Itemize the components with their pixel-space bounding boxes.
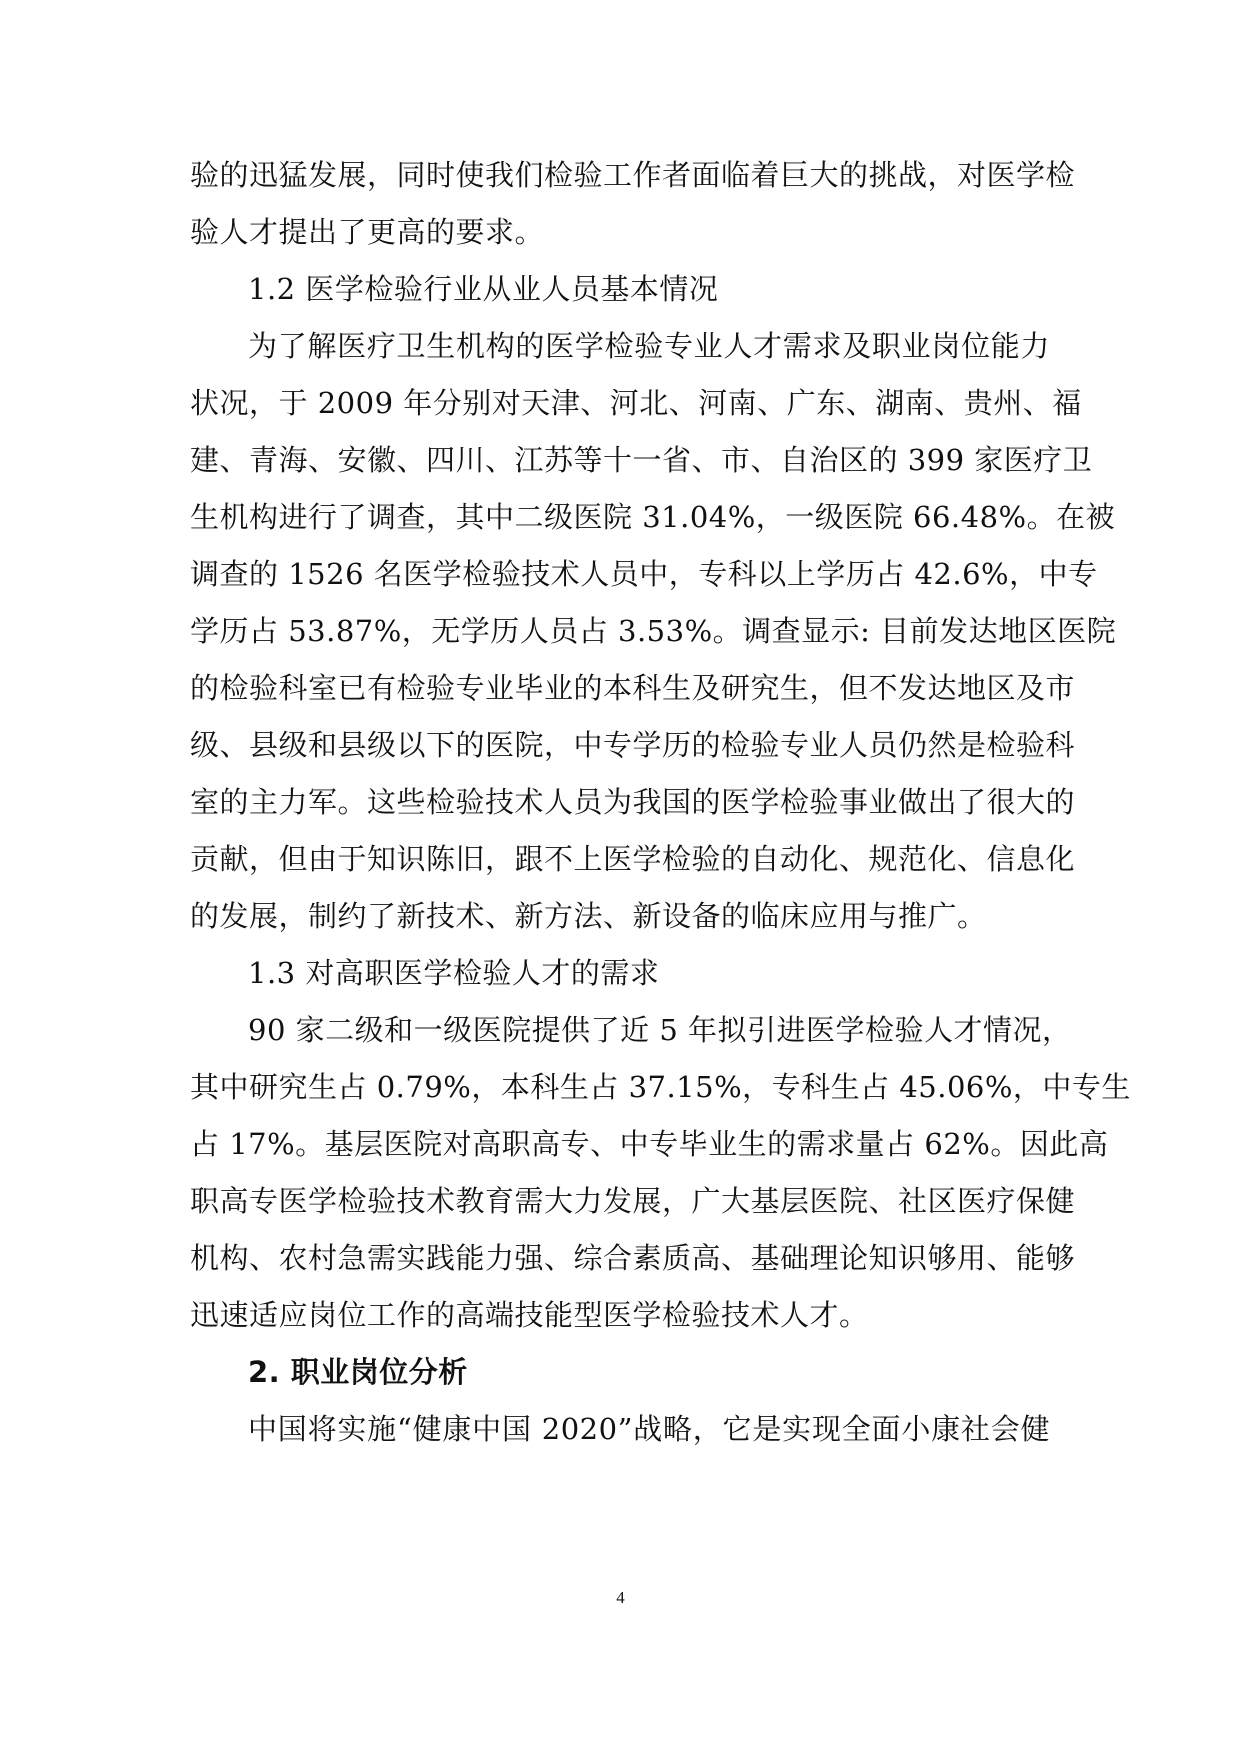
body-text-line: 状况，于 2009 年分别对天津、河北、河南、广东、湖南、贵州、福: [190, 386, 1082, 420]
body-text-line: 级、县级和县级以下的医院，中专学历的检验专业人员仍然是检验科: [190, 728, 1076, 762]
paragraph-first-line: 为了解医疗卫生机构的医学检验专业人才需求及职业岗位能力: [248, 329, 1050, 363]
body-text-line: 验人才提出了更高的要求。: [190, 215, 545, 249]
body-text-line: 的发展，制约了新技术、新方法、新设备的临床应用与推广。: [190, 899, 987, 933]
body-text-line: 机构、农村急需实践能力强、综合素质高、基础理论知识够用、能够: [190, 1241, 1076, 1275]
body-text-line: 占 17%。基层医院对高职高专、中专毕业生的需求量占 62%。因此高: [190, 1127, 1109, 1161]
paragraph-first-line: 中国将实施“健康中国 2020”战略，它是实现全面小康社会健: [248, 1412, 1050, 1446]
page-number: 4: [616, 1588, 625, 1607]
body-text-line: 的检验科室已有检验专业毕业的本科生及研究生，但不发达地区及市: [190, 671, 1076, 705]
section-heading-1-2: 1.2 医学检验行业从业人员基本情况: [248, 272, 719, 306]
body-text-line: 学历占 53.87%，无学历人员占 3.53%。调查显示: 目前发达地区医院: [190, 614, 1117, 648]
body-text-line: 调查的 1526 名医学检验技术人员中，专科以上学历占 42.6%，中专: [190, 557, 1098, 591]
body-text-line: 建、青海、安徽、四川、江苏等十一省、市、自治区的 399 家医疗卫: [190, 443, 1093, 477]
body-text-line: 室的主力军。这些检验技术人员为我国的医学检验事业做出了很大的: [190, 785, 1076, 819]
body-text-line: 职高专医学检验技术教育需大力发展，广大基层医院、社区医疗保健: [190, 1184, 1076, 1218]
body-text-line: 迅速适应岗位工作的高端技能型医学检验技术人才。: [190, 1298, 869, 1332]
body-text-line: 验的迅猛发展，同时使我们检验工作者面临着巨大的挑战，对医学检: [190, 158, 1076, 192]
section-heading-2: 2. 职业岗位分析: [248, 1355, 468, 1389]
body-text-line: 生机构进行了调查，其中二级医院 31.04%，一级医院 66.48%。在被: [190, 500, 1116, 534]
section-heading-1-3: 1.3 对高职医学检验人才的需求: [248, 956, 660, 990]
paragraph-first-line: 90 家二级和一级医院提供了近 5 年拟引进医学检验人才情况，: [248, 1013, 1072, 1047]
body-text-line: 其中研究生占 0.79%，本科生占 37.15%，专科生占 45.06%，中专生: [190, 1070, 1131, 1104]
body-text-line: 贡献，但由于知识陈旧，跟不上医学检验的自动化、规范化、信息化: [190, 842, 1076, 876]
